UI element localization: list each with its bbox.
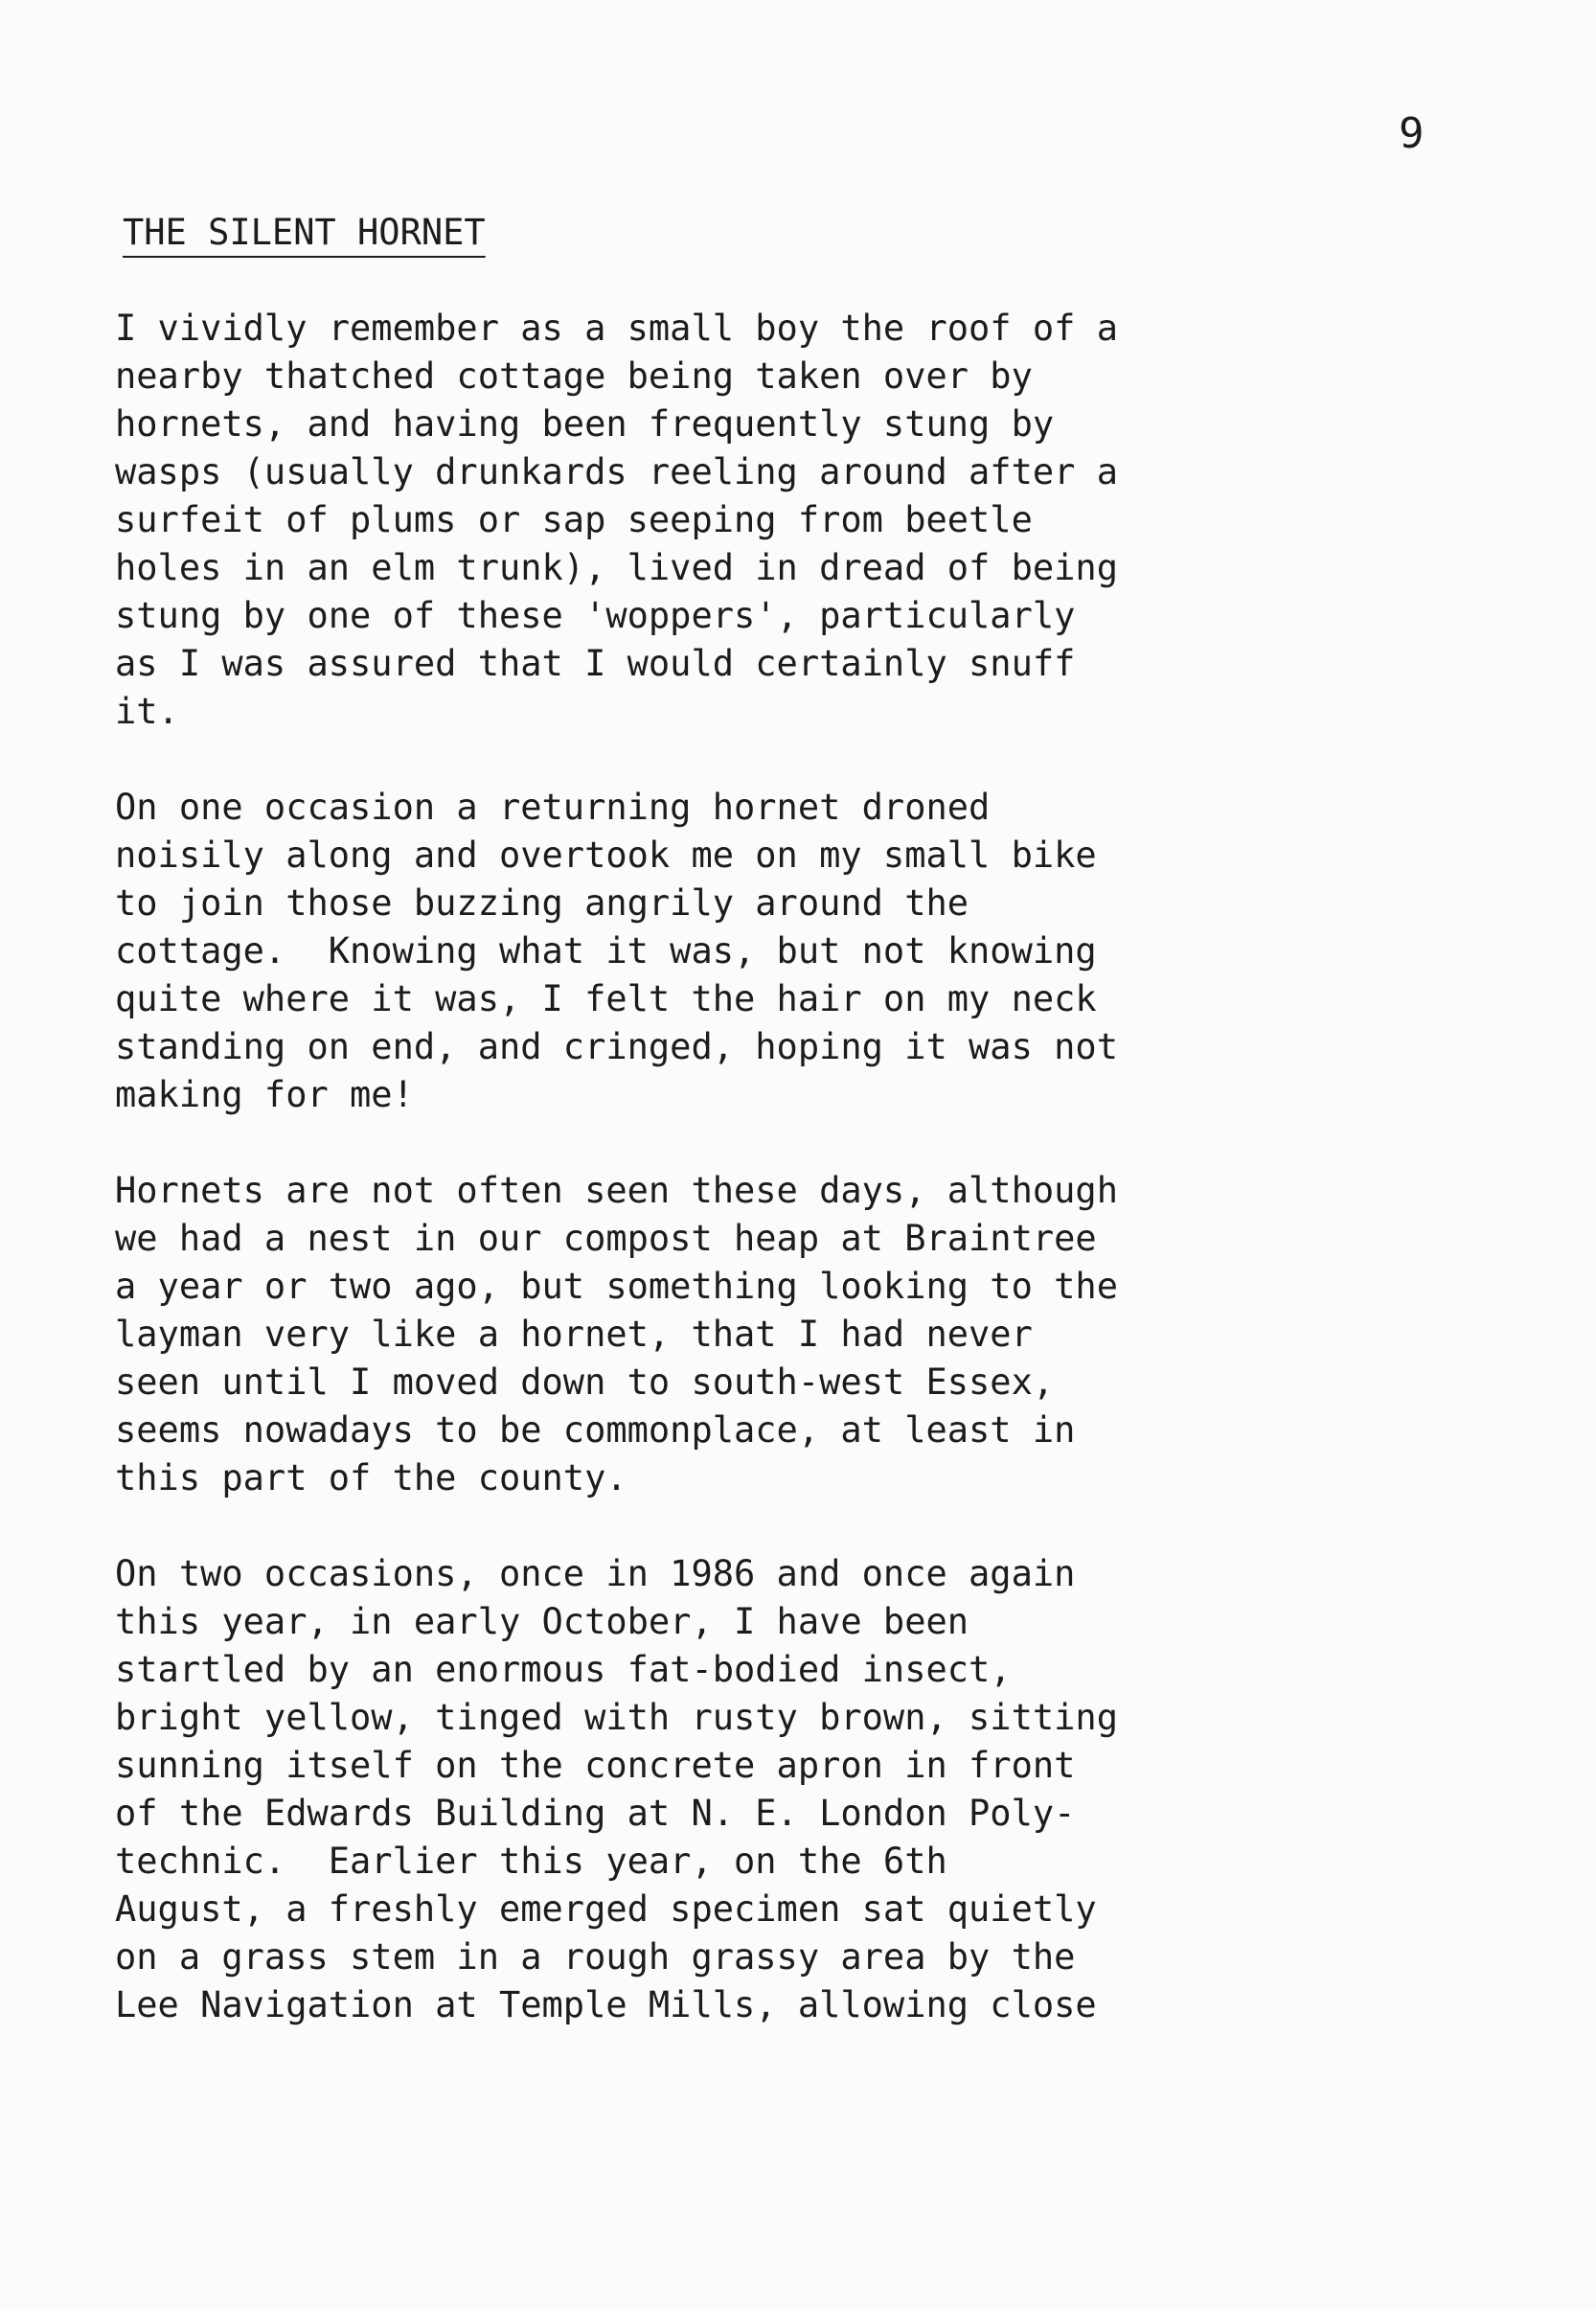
text-line: layman very like a hornet, that I had never [115, 1314, 1033, 1355]
text-line: hornets, and having been frequently stung by [115, 403, 1055, 445]
text-line: On one occasion a returning hornet droned [115, 787, 991, 828]
text-line: seen until I moved down to south-west Essex, [115, 1361, 1055, 1403]
paragraph [115, 784, 1494, 1119]
text-line: wasps (usually drunkards reeling around after a [115, 451, 1118, 492]
text-line: noisily along and overtook me on my small bike [115, 835, 1097, 876]
text-line: stung by one of these 'woppers', particularly [115, 595, 1076, 636]
page-number: 9 [1399, 109, 1426, 158]
text-line: surfeit of plums or sap seeping from beetle [115, 499, 1033, 540]
text-line: nearby thatched cottage being taken over by [115, 355, 1033, 397]
text-line: seems nowadays to be commonplace, at least in [115, 1409, 1076, 1451]
text-line: this year, in early October, I have been [115, 1601, 969, 1642]
text-line: August, a freshly emerged specimen sat quietly [115, 1888, 1097, 1930]
text-line: it. [115, 691, 179, 732]
text-line: I vividly remember as a small boy the roof of a [115, 308, 1118, 349]
text-line: cottage. Knowing what it was, but not knowing [115, 930, 1097, 972]
text-line: sunning itself on the concrete apron in front [115, 1745, 1076, 1786]
text-line: holes in an elm trunk), lived in dread of being [115, 547, 1118, 588]
text-line: we had a nest in our compost heap at Braintree [115, 1218, 1097, 1259]
paragraph [115, 1550, 1494, 2029]
text-line: on a grass stem in a rough grassy area by the [115, 1936, 1076, 1978]
text-line: of the Edwards Building at N. E. London Poly- [115, 1793, 1076, 1834]
text-line: bright yellow, tinged with rusty brown, sitting [115, 1697, 1118, 1738]
article-body [115, 305, 1494, 2077]
text-line: quite where it was, I felt the hair on my neck [115, 978, 1097, 1019]
paragraph [115, 1167, 1494, 1502]
text-line: this part of the county. [115, 1457, 627, 1498]
paragraph [115, 305, 1494, 736]
text-line: as I was assured that I would certainly snuff [115, 643, 1076, 684]
text-line: On two occasions, once in 1986 and once again [115, 1553, 1076, 1594]
article-title: THE SILENT HORNET [123, 212, 486, 253]
text-line: startled by an enormous fat-bodied insect, [115, 1649, 1012, 1690]
text-line: Hornets are not often seen these days, although [115, 1170, 1118, 1211]
text-line: standing on end, and cringed, hoping it was not [115, 1026, 1118, 1067]
text-line: technic. Earlier this year, on the 6th [115, 1841, 947, 1882]
text-line: a year or two ago, but something looking to the [115, 1266, 1118, 1307]
text-line: Lee Navigation at Temple Mills, allowing close [115, 1984, 1097, 2025]
text-line: making for me! [115, 1074, 414, 1115]
text-line: to join those buzzing angrily around the [115, 882, 969, 924]
